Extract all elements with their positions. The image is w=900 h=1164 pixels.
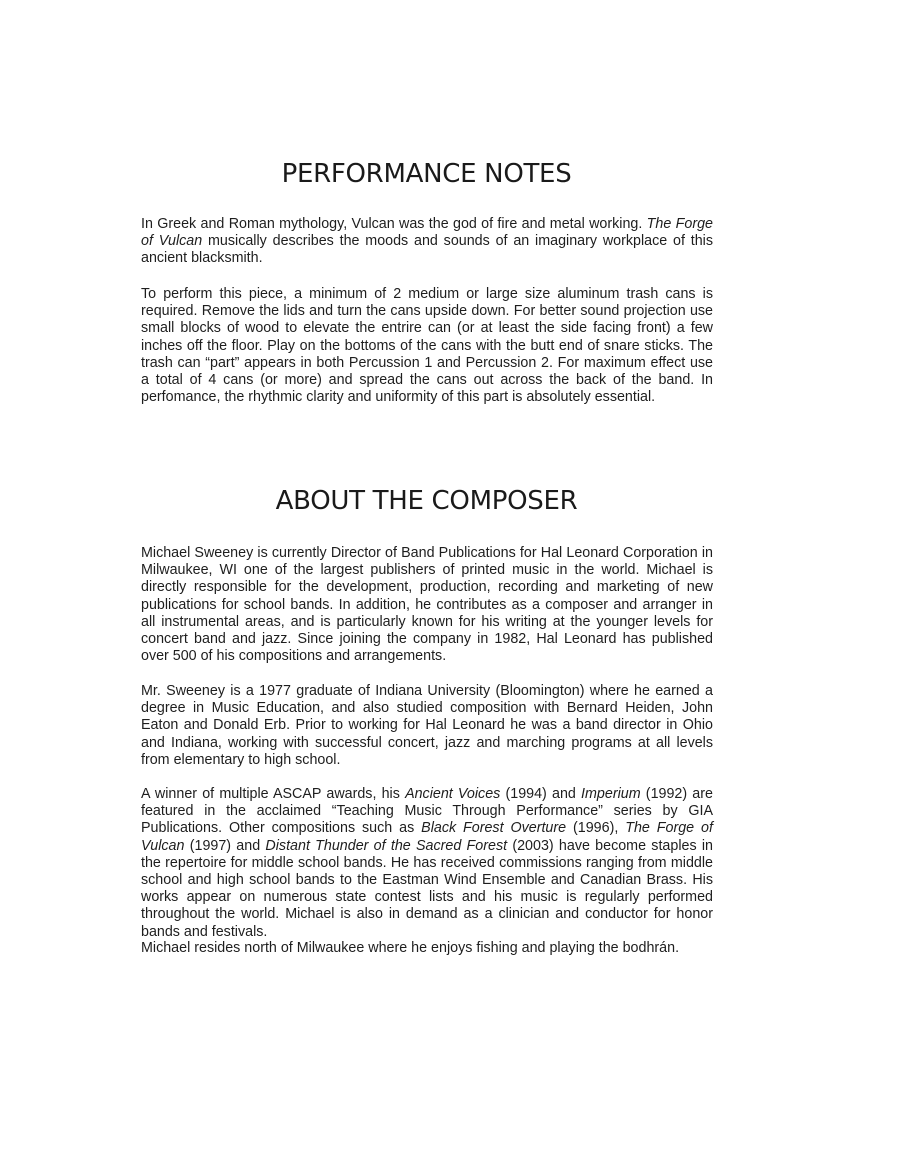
about-composer-paragraph-3 (141, 786, 713, 941)
text-span: (1992) are featured in the acclaimed “Teaching Music Through Performance” series by GIA Publications. Other compositions such as (141, 786, 713, 837)
about-composer-heading: ABOUT THE COMPOSER (275, 486, 578, 516)
about-composer-paragraph-2: Mr. Sweeney is a 1977 graduate of Indiana University (Bloomington) where he earned a degree in Music Education, and also studied composition with Bernard Heiden, John Eaton and Donald Erb. Prior to working for Hal Leonard he was a band director in Ohio and Indiana, working with successful concert, jazz and marching programs at all levels from elementary to high school. (141, 683, 713, 768)
performance-notes-paragraph-1 (141, 216, 713, 268)
about-composer-paragraph-4: Michael resides north of Milwaukee where he enjoys fishing and playing the bodhrán. (141, 940, 680, 956)
performance-notes-paragraph-2: To perform this piece, a minimum of 2 medium or large size aluminum trash cans is required. Remove the lids and turn the cans upside down. For better sound projection use small blocks of wood to elevate the entrire can (or at least the side facing front) a few inches off the floor. Play on the bottoms of the cans with the butt end of snare sticks. The trash can “part” appears in both Percussion 1 and Percussion 2. For maximum effect use a total of 4 cans (or more) and spread the cans out across the back of the band. In perfomance, the rhythmic clarity and uniformity of this part is absolutely essential. (141, 286, 713, 406)
text-span: In Greek and Roman mythology, Vulcan was the god of fire and metal working. (141, 216, 647, 232)
text-span: A winner of multiple ASCAP awards, his (141, 786, 406, 802)
work-title: The Forge of Vulcan (141, 820, 713, 854)
text-span: (1997) and (184, 837, 266, 854)
work-title: The Forge of Vulcan (141, 216, 713, 250)
performance-notes-heading: PERFORMANCE NOTES (281, 159, 572, 189)
work-title: Black Forest Overture (421, 820, 567, 837)
text-span: (1996), (566, 820, 626, 837)
text-span: (2003) have become staples in the repertoire for middle school bands. He has received commissions ranging from middle school and high school bands to the Eastman Wind Ensemble and Canadian Brass. His works appear on numerous state contest lists and his music is regularly performed throughout the world. Michael is also in demand as a clinician and conductor for honor bands and festivals. (141, 837, 713, 940)
text-span: musically describes the moods and sounds of an imaginary workplace of this ancient blacksmith. (141, 233, 713, 267)
work-title: Distant Thunder of the Sacred Forest (265, 837, 508, 854)
work-title: Ancient Voices (405, 786, 501, 802)
about-composer-paragraph-1: Michael Sweeney is currently Director of Band Publications for Hal Leonard Corporation in Milwaukee, WI one of the largest publishers of printed music in the world. Michael is directly responsible for the development, production, recording and marketing of new publications for school bands. In addition, he contributes as a composer and arranger in all instrumental areas, and is particularly known for his writing at the younger levels for concert band and jazz. Since joining the company in 1982, Hal Leonard has published over 500 of his compositions and arrangements. (141, 545, 713, 665)
work-title: Imperium (581, 786, 641, 802)
text-span: (1994) and (500, 786, 582, 802)
